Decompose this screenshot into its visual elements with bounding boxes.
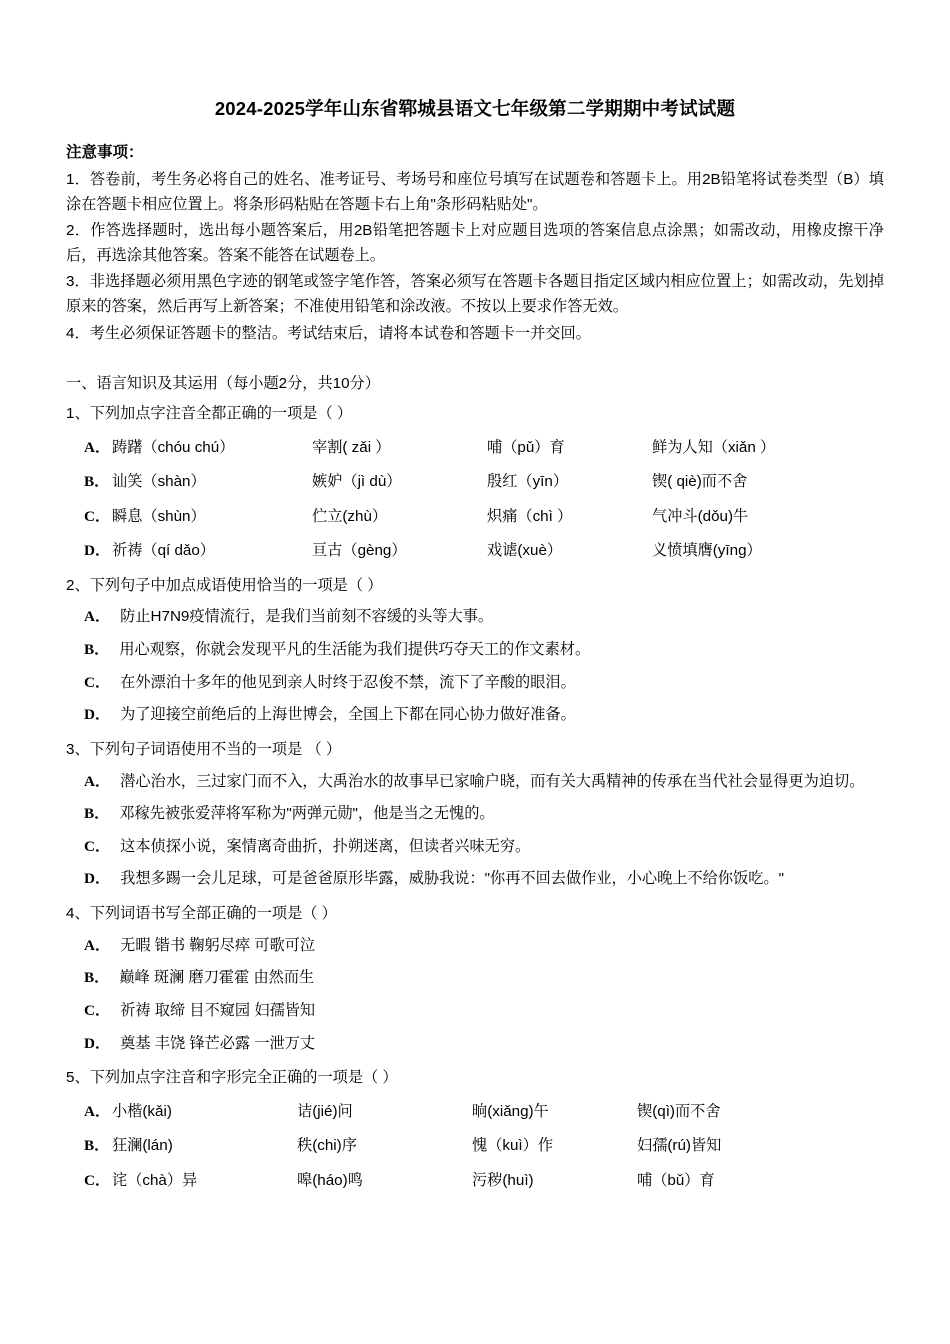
question-3-text: 下列句子词语使用不当的一项是 （ ） xyxy=(89,740,342,758)
option-label: B． xyxy=(84,969,110,987)
option-text: 潜心治水，三过家门而不入，大禹治水的故事早已家喻户晓，而有关大禹精神的传承在当代社会显得更为迫切。 xyxy=(120,772,865,790)
notice-item-3: 3．非选择题必须用黑色字迹的钢笔或签字笔作答，答案必须写在答题卡各题目指定区域内相应位置上；如需改动，先划掉原来的答案，然后再写上新答案；不准使用铅笔和涂改液。不按以上要求作答无效。 xyxy=(66,273,884,316)
option-cell: 诧（chà）异 xyxy=(112,1171,198,1189)
option-cell: 秩(chi)序 xyxy=(297,1137,357,1155)
option-label: D． xyxy=(84,706,111,724)
question-3-option-c[interactable] xyxy=(66,834,884,861)
question-5-option-b[interactable] xyxy=(66,1132,884,1159)
question-2-option-b[interactable] xyxy=(66,637,884,664)
question-1-option-c[interactable] xyxy=(66,503,884,530)
option-cell: 狂澜(lán) xyxy=(112,1137,173,1155)
question-4-option-b[interactable] xyxy=(66,965,884,992)
question-2-option-c[interactable] xyxy=(66,670,884,697)
option-cell: 炽痛（chì ） xyxy=(487,507,573,525)
question-4-option-c[interactable] xyxy=(66,998,884,1025)
option-label: D． xyxy=(84,1034,111,1052)
option-label: A． xyxy=(84,439,111,457)
option-cell: 戏谑(xuè） xyxy=(487,542,563,560)
notice-item-4: 4．考生必须保证答题卡的整洁。考试结束后，请将本试卷和答题卡一并交回。 xyxy=(66,324,591,342)
question-1-option-d[interactable] xyxy=(66,537,884,564)
option-cell: 伫立(zhù） xyxy=(312,507,388,525)
question-5-number: 5、 xyxy=(66,1069,90,1087)
option-text: 我想多踢一会儿足球，可是爸爸原形毕露，威胁我说："你再不回去做作业，小心晚上不给你饭吃。" xyxy=(120,870,785,888)
option-label: B． xyxy=(84,473,110,491)
option-label: B． xyxy=(84,1137,110,1155)
option-text: 无暇 锴书 鞠躬尽瘁 可歌可泣 xyxy=(120,936,316,954)
question-2-text: 下列句子中加点成语使用恰当的一项是（ ） xyxy=(89,576,383,594)
option-text: 祈祷 取缔 目不窥园 妇孺皆知 xyxy=(120,1002,316,1020)
option-cell: 锲( qiè)而不舍 xyxy=(652,473,748,491)
section-heading-one: 一、语言知识及其运用（每小题2分，共10分） xyxy=(66,375,380,393)
page-title: 2024-2025学年山东省郓城县语文七年级第二学期期中考试试题 xyxy=(214,98,736,119)
option-cell: 瞬息（shùn） xyxy=(112,507,206,525)
option-cell: 鲜为人知（xiǎn ） xyxy=(652,439,776,457)
option-cell: 讪笑（shàn） xyxy=(112,473,206,491)
option-label: C． xyxy=(84,507,111,525)
question-2-option-d[interactable] xyxy=(66,702,884,729)
option-cell: 污秽(huì) xyxy=(472,1171,534,1189)
option-label: D． xyxy=(84,542,111,560)
option-cell: 哺（pǔ）育 xyxy=(487,439,565,457)
option-text: 防止H7N9疫情流行，是我们当前刻不容缓的头等大事。 xyxy=(120,608,494,626)
question-2-number: 2、 xyxy=(66,576,90,594)
question-1-text: 下列加点字注音全都正确的一项是（ ） xyxy=(89,405,353,423)
option-label: C． xyxy=(84,673,111,691)
option-text: 为了迎接空前绝后的上海世博会，全国上下都在同心协力做好准备。 xyxy=(120,706,576,724)
question-3-option-b[interactable] xyxy=(66,801,884,828)
question-3-option-d[interactable] xyxy=(66,866,884,893)
option-cell: 义愤填膺(yīng） xyxy=(652,542,762,560)
question-4-number: 4、 xyxy=(66,904,90,922)
option-label: D． xyxy=(84,870,111,888)
option-cell: 嫉妒（jì dù） xyxy=(312,473,402,491)
notice-item-1: 1．答卷前，考生务必将自己的姓名、准考证号、考场号和座位号填写在试题卷和答题卡上。用2B铅笔将试卷类型（B）填涂在答题卡相应位置上。将条形码粘贴在答题卡右上角"条形码粘贴处"。 xyxy=(66,170,884,213)
option-text: 在外漂泊十多年的他见到亲人时终于忍俊不禁，流下了辛酸的眼泪。 xyxy=(120,673,576,691)
option-label: C． xyxy=(84,1171,111,1189)
option-cell: 诘(jié)问 xyxy=(297,1103,353,1121)
question-1-option-b[interactable] xyxy=(66,468,884,495)
option-cell: 亘古（gèng） xyxy=(312,542,407,560)
question-5-text: 下列加点字注音和字形完全正确的一项是（ ） xyxy=(89,1069,398,1087)
option-text: 这本侦探小说，案情离奇曲折，扑朔迷离，但读者兴味无穷。 xyxy=(120,837,531,855)
question-1-option-a[interactable] xyxy=(66,434,884,461)
question-4-option-a[interactable] xyxy=(66,933,884,960)
option-cell: 晌(xiǎng)午 xyxy=(472,1103,549,1121)
option-label: B． xyxy=(84,640,110,658)
notice-heading: 注意事项： xyxy=(66,143,144,161)
option-label: A． xyxy=(84,936,111,954)
option-cell: 愧（kuì）作 xyxy=(472,1137,554,1155)
option-cell: 踌躇（chóu chú） xyxy=(112,439,235,457)
question-4-option-d[interactable] xyxy=(66,1031,884,1058)
option-label: C． xyxy=(84,837,111,855)
option-label: A． xyxy=(84,1103,111,1121)
option-label: C． xyxy=(84,1002,111,1020)
option-cell: 殷红（yīn） xyxy=(487,473,569,491)
option-text: 用心观察，你就会发现平凡的生活能为我们提供巧夺天工的作文素材。 xyxy=(119,640,591,658)
option-cell: 小楷(kǎi) xyxy=(112,1103,172,1121)
question-5-option-a[interactable] xyxy=(66,1098,884,1125)
question-2-stem xyxy=(66,573,884,599)
option-text: 奠基 丰饶 锋芒必露 一泄万丈 xyxy=(120,1034,316,1052)
option-cell: 气冲斗(dǒu)牛 xyxy=(652,507,749,525)
option-label: A． xyxy=(84,608,111,626)
option-cell: 妇孺(rú)皆知 xyxy=(637,1137,722,1155)
question-2-option-a[interactable] xyxy=(66,604,884,631)
question-5-option-c[interactable] xyxy=(66,1167,884,1194)
question-4-text: 下列词语书写全部正确的一项是（ ） xyxy=(89,904,337,922)
question-3-stem xyxy=(66,737,884,763)
option-label: A． xyxy=(84,772,111,790)
question-3-number: 3、 xyxy=(66,740,90,758)
option-cell: 哺（bǔ）育 xyxy=(637,1171,715,1189)
option-text: 邓稼先被张爱萍将军称为"两弹元勋"，他是当之无愧的。 xyxy=(119,805,495,823)
option-text: 巅峰 斑澜 磨刀霍霍 由然而生 xyxy=(119,969,315,987)
option-cell: 嗥(háo)鸣 xyxy=(297,1171,363,1189)
question-5-stem xyxy=(66,1065,884,1091)
notice-item-2: 2．作答选择题时，选出每小题答案后，用2B铅笔把答题卡上对应题目选项的答案信息点涂黑；如需改动，用橡皮擦干净后，再选涂其他答案。答案不能答在试题卷上。 xyxy=(66,222,884,264)
question-3-option-a[interactable] xyxy=(66,769,884,796)
option-cell: 宰割( zǎi ） xyxy=(312,439,391,457)
question-1-number: 1、 xyxy=(66,405,90,423)
option-cell: 祈祷（qí dǎo） xyxy=(112,542,215,560)
option-label: B． xyxy=(84,805,110,823)
option-cell: 锲(qì)而不舍 xyxy=(637,1103,721,1121)
question-1-stem xyxy=(66,401,884,427)
question-4-stem xyxy=(66,901,884,927)
